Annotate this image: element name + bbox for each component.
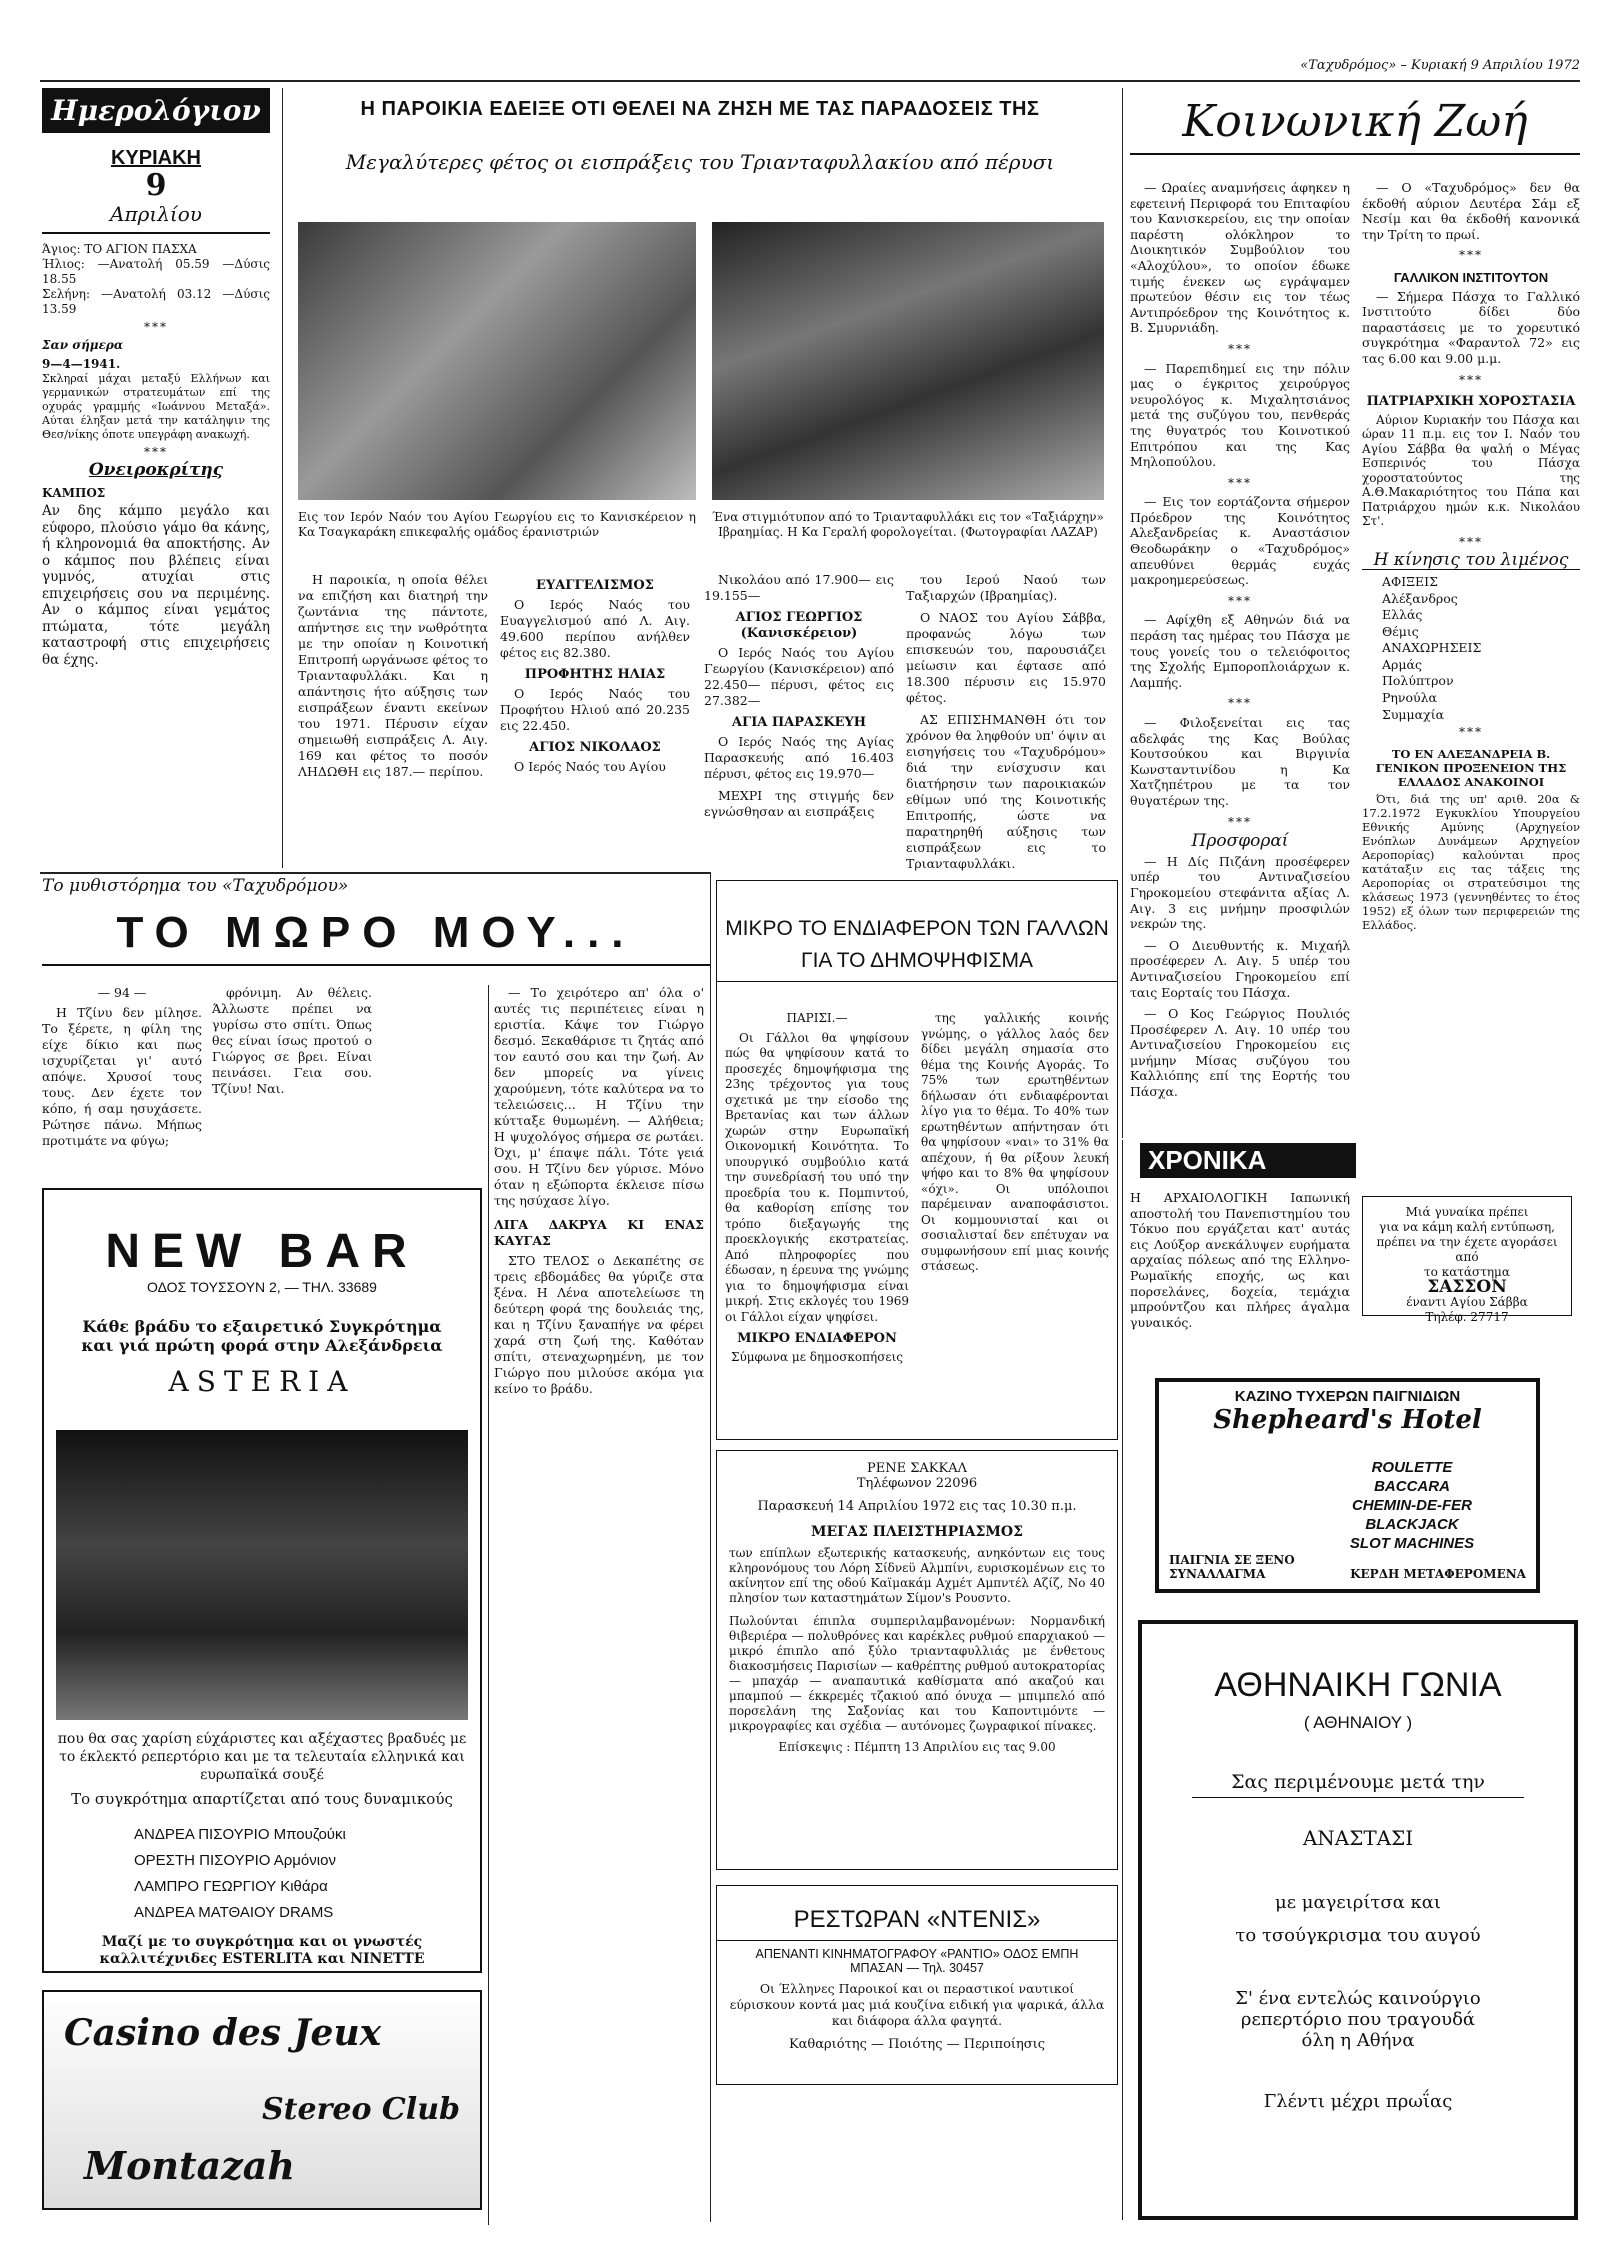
athenian-line: Σ' ένα εντελώς καινούργιο [1235, 1988, 1481, 2009]
newbar-text: που θα σας χαρίση εύχάριστες και αξέχαστες βραδυές με το έκλεκτό ρεπερτόριο και με τα τελευταία ελληνικά και ευρωπαϊκά σουξέ [57, 1731, 467, 1783]
athenian-line: το τσούγκρισμα του αυγού [1235, 1925, 1481, 1946]
sasson-line: το κατάστημα [1424, 1265, 1510, 1279]
gift-item: — Ο Κος Γεώργιος Πουλιός Προσέφερεν Λ. Αιγ. 10 υπέρ του Αντιναζισείου Γηροκομείου εις μνήμην Μίσας συζύγου του Καλλιόπης επί της Εορτής του Πάσχα. [1130, 1006, 1350, 1100]
stars-divider: *** [1459, 372, 1483, 387]
port-head: Η κίνησις του λιμένος [1362, 553, 1580, 570]
history-date: 9—4—1941. [42, 357, 121, 371]
band-photo [56, 1430, 468, 1720]
lead-col-3 [704, 572, 894, 826]
athenian-line: ρεπερτόριο που τραγουδά [1240, 2009, 1476, 2030]
french-headline: ΜΙΚΡΟ ΤΟ ΕΝΔΙΑΦΕΡΟΝ ΤΩΝ ΓΑΛΛΩΝ [725, 917, 1109, 940]
social-notice: — Ο «Ταχυδρόμος» δεν θα έκδοθή αύριον Δευτέρα Σάμ εξ Νεσίμ και θα έκδοθή κανονικά την Τρίτη το πρωί. [1362, 180, 1580, 242]
french-mini: Σύμφωνα με δημοσκοπήσεις [730, 1349, 904, 1364]
french-text: της γαλλικής κοινής γνώμης, ο γάλλος λαός δεν δίδει μεγάλη σημασία στο θέμα της Κοινής Αγοράς. Το 75% των ερωτηθέντων δήλωσαν ότι ενδιαφέρονται λίγο για το θέμα. Το 40% των ερωτηθέντων απήντησαν ότι θα ψηφίσουν «ναι» το 31% θα απέχουν, ή θα ρίξουν λευκή ψήφο και το 8% θα ψηφίσουν «όχι». Οι υπόλοιποι παρέμειναν αναποφάσιστοι. Οι κομμουνισταί και οι σοσιαλισταί δεν επέτυχαν να συμφωνήσουν επί μιας κοινής στάσεως. [921, 1011, 1109, 1273]
member: ΑΝΔΡΕΑ ΠΙΣΟΥΡΙΟ Μπουζούκι [134, 1826, 346, 1843]
ship: Ελλάς [1382, 607, 1423, 623]
dream-head: Ονειροκρίτης [88, 460, 224, 480]
auction-visit: Επίσκεψις : Πέμπτη 13 Απριλίου εις τας 9.00 [778, 1740, 1056, 1754]
church-head: ΑΓΙΑ ΠΑΡΑΣΚΕΥΗ [731, 715, 867, 730]
departures-label: ΑΝΑΧΩΡΗΣΕΙΣ [1382, 640, 1482, 656]
french-headline: ΓΙΑ ΤΟ ΔΗΜΟΨΗΦΙΣΜΑ [717, 949, 1117, 982]
casino-jeux-ad [42, 1990, 482, 2210]
lead-subhead: Μεγαλύτερες φέτος οι εισπράξεις του Τριανταφυλλακίου από πέρυσι [345, 150, 1055, 174]
dennis-ad [716, 1885, 1118, 2085]
stars-divider: *** [1228, 696, 1252, 711]
church-text: Ο Ιερός Ναός του Αγίου Γεωργίου (Κανισκέρειον) από 22.450— πέρυσι, φέτος εις 27.382— [704, 645, 894, 708]
athenian-line: με μαγειρίτσα και [1275, 1892, 1441, 1913]
almanac-title: Ημερολόγιον [42, 88, 270, 133]
church-text: Ο Ιερός Ναός του Προφήτου Ηλιού από 20.235 εις 22.450. [500, 686, 690, 733]
church-text: Ο Ιερός Ναός του Ευαγγελισμού από Λ. Αιγ. 49.600 περίπου ανήλθεν φέτος εις 82.380. [500, 597, 690, 660]
shepheards-game: BACCARA [1374, 1478, 1450, 1495]
athenian-title: ΑΘΗΝΑΙΚΗ ΓΩΝΙΑ [1214, 1666, 1502, 1704]
auction-name: ΡΕΝΕ ΣΑΚΚΑΛ [866, 1461, 967, 1476]
athenian-line: Γλέντι μέχρι πρωΐας [1263, 2091, 1453, 2112]
stars-divider: *** [1459, 534, 1483, 549]
almanac-line: Σελήνη: —Ανατολή 03.12 —Δύσις 13.59 [42, 287, 270, 316]
patriarch-text: Αύριον Κυριακήν του Πάσχα και ώραν 11 π.μ. εις τον Ι. Ναόν του Αγίου Σάββα θα ψαλή ο Μέγας Εσπερινός του Πάσχα χοροστατούντος της Α.Θ.Μακαριότητος του Πάπα και Πατριάρχου ημών κ.κ. Νικολάου Στ'. [1362, 412, 1580, 529]
novel-text: — Το χειρότερο απ' όλα ο' αυτές τις περιπέτειες είναι η εριστία. Κάψε τον Γιώργο δεσμό. Ξεκαθάρισε τι ζητάς από τον εαυτό σου και την ζωή. Αν δεν μπορείς να γίνεις χαρούμενη, τότε καλύτερα να το τελειώσεις... Η Τζίνυ την κύτταξε θυμωμένη. — Αλήθεια; Η ψυχολόγος σήμερα σε ρωτάει. Όχι, μ' έπαψε πάλι. Τότε γειά σου. Η Τζίνυ δεν γύρισε. Μόνο όταν η εξώπορτα έκλεισε πίσω της ησύχασε λίγο. [494, 985, 704, 1208]
photo-triantafyllaki [712, 222, 1104, 500]
novel-text: φρόνιμη. Αν θέλεις. Άλλωστε πρέπει να γυρίσω στο σπίτι. Όπως θες είναι ίσως προτού ο Γιώργος σε βρει. Είναι πεινάσει. Γεια σου. Τζίνυ! Ναι. [212, 985, 372, 1096]
church-head: ΕΥΑΓΓΕΛΙΣΜΟΣ [536, 578, 654, 593]
chronika-title: ΧΡΟΝΙΚΑ [1140, 1143, 1356, 1178]
shepheards-game: CHEMIN-DE-FER [1352, 1497, 1472, 1514]
novel-col-2 [212, 985, 372, 1103]
sasson-addr: έναντι Αγίου Σάββα [1406, 1295, 1528, 1309]
novel-text: ΣΤΟ ΤΕΛΟΣ ο Δεκαπέτης σε τρεις εβδομάδες θα γύριζε στα ξένα. Η Λένα αποτελείωσε τη δεύτερη φορά της δουλειάς της, και η Τζίνυ ξαναπήγε να φέρει χαρά στη ζωή της. Καθόταν σπίτι, στεναχωρημένη, με τον Γιώργο που μιλούσε ακόμα για κείνο το βράδυ. [494, 1253, 704, 1396]
history-head: Σαν σήμερα [42, 338, 124, 352]
almanac-line: Άγιος: ΤΟ ΑΓΙΟΝ ΠΑΣΧΑ [42, 242, 197, 256]
almanac-date-num: 9 [145, 168, 167, 203]
member: ΛΑΜΠΡΟ ΓΕΩΡΓΙΟΥ Κιθάρα [134, 1878, 328, 1895]
stars-divider: *** [144, 320, 168, 334]
church-text: Νικολάου από 17.900— εις 19.155— [704, 572, 894, 603]
column-rule [1122, 88, 1123, 1138]
institute-head: ΓΑΛΛΙΚΟΝ ΙΝΣΤΙΤΟΥΤΟΝ [1393, 269, 1549, 285]
almanac-month: Απριλίου [42, 202, 270, 234]
shepheards-right: ΚΕΡΔΗ ΜΕΤΑΦΕΡΟΜΕΝΑ [1350, 1567, 1526, 1581]
member: ΟΡΕΣΤΗ ΠΙΣΟΥΡΙΟ Αρμόνιον [134, 1852, 336, 1869]
shepheards-name: Shepheard's Hotel [1213, 1405, 1482, 1435]
novel-col-1 [42, 985, 202, 1155]
stars-divider: *** [1459, 725, 1483, 740]
arrivals-label: ΑΦΙΞΕΙΣ [1382, 573, 1438, 589]
auction-date: Παρασκευή 14 Απριλίου 1972 εις τας 10.30 π.μ. [757, 1499, 1077, 1514]
gift-item: — Η Δίς Πιζάνη προσέφερεν υπέρ του Αντιναζισείου Γηροκομείου στεφάνιτα αξίας Λ. Αιγ. 3 εις μνήμην προσφιλών νεκρών της. [1130, 853, 1350, 932]
auction-desc: των επίπλων εξωτερικής κατασκευής, ανηκόντων εις τους κληρονόμους του Λόρη Σίδνεϋ Αλμπίνι, ευρισκομένων εις το ακίνητον επί της οδού Καϊμακάμ Αχμέτ Αμπντέλ Αζίζ, No 40 πλησίον των καταστημάτων Σίμον's Ρουσντο. [729, 1546, 1105, 1605]
church-text: ΜΕΧΡΙ της στιγμής δεν εγνώσθησαν αι εισπράξεις [704, 788, 894, 819]
casino-jeux-place: Montazah [84, 2143, 296, 2188]
history-text: Σκληραί μάχαι μεταξύ Ελλήνων και γερμανικών στρατευμάτων επί της οχυράς γραμμής «Ιωάννου Μεταξά». Αύται έληξαν μετά την κατάληψιν της Θεσ/νίκης όποτε υπεγράφη ανακωχή. [42, 372, 270, 441]
ship: Συμμαχία [1382, 706, 1445, 722]
column-rule [710, 872, 711, 2222]
newbar-band: ASTERIA [168, 1365, 356, 1398]
sasson-line: για να κάμη καλή εντύπωση, [1379, 1220, 1555, 1234]
social-item: — Εις τον εορτάζοντα σήμερον Πρόεδρον της Κοινότητος Αλεξανδρείας κ. Αναστάσιον Θεοδωράκην ο «Ταχυδρόμος» απευθύνει θερμάς ευχάς μακροημερεύσεως. [1130, 494, 1350, 588]
ship: Θέμις [1382, 623, 1419, 639]
consulate-text: Ότι, διά της υπ' αριθ. 20α & 17.2.1972 Εγκυκλίου Υπουργείου Εθνικής Αμύνης (Αρχηγείον Ενόπλων Δυνάμεων Αρχηγείον Αεροπορίας) καλούνται προς κατάταξιν εις τας τάξεις της Αεροπορίας οι στρατεύσιμοι της κλάσεως 1973 (γεννηθέντες το έτος 1952) εξ όλων των περιφερειών της Ελλάδος. [1362, 791, 1580, 932]
stars-divider: *** [1228, 475, 1252, 490]
ship: Αρμάς [1382, 656, 1422, 672]
church-head: ΠΡΟΦΗΤΗΣ ΗΛΙΑΣ [524, 667, 666, 682]
ship: Αλέξανδρος [1382, 590, 1458, 606]
lead-paragraph: Ο ΝΑΟΣ του Αγίου Σάββα, προφανώς λόγω των επισκευών του, παρουσιάζει μείωσιν και έφτασε από 18.300 πέρυσιν εις 15.970 φέτος. [906, 610, 1106, 705]
lead-paragraph: Η παροικία, η οποία θέλει να επιζήση και διατηρή την ζωντάνια της πάντοτε, απήντησε εις την νωθρότητα με την οποίαν η Κοινοτική Επιτροπή ωργάνωσε φέτος το Τριανταφυλλάκι. Και η απάντησις ήτο αύξησις των εισπράξεων έναντι εκείνων του 1971. Πέρυσιν είχαν σημειωθή εισπράξεις Λ. Αιγ. 169 και φέτος το ποσόν ΛΗΔΩΘΗ εις 187.— περίπου. [298, 572, 488, 779]
lead-paragraph: ΑΣ ΕΠΙΣΗΜΑΝΘΗ ότι τον χρόνον θα ληφθούν υπ' όψιν αι εισηγήσεις του «Ταχυδρόμου» διά την ενίσχυσιν και διατήρησιν των παροικιακών εθίμων υπό της Κοινοτικής Επιτροπής, ώστε να παρατηρηθή αύξησις των εισπράξεων εις το Τριανταφυλλάκι. [906, 712, 1106, 871]
church-text: Ο Ιερός Ναός της Αγίας Παρασκευής από 16.403 πέρυσι, φέτος εις 19.970— [704, 734, 894, 781]
newbar-footer: Μαζί με το συγκρότημα και οι γνωστές καλλιτέχνιδες ESTERLITA και ΝΙΝΕΤΤΕ [99, 1934, 425, 1967]
athenian-line: όλη η Αθήνα [1301, 2030, 1415, 2051]
auction-title: ΜΕΓΑΣ ΠΛΕΙΣΤΗΡΙΑΣΜΟΣ [810, 1524, 1024, 1540]
caption-triantafyllaki: Ένα στιγμιότυπον από το Τριανταφυλλάκι εις τον «Ταξιάρχην» Ιβραημίας. Η Κα Γεραλή φορολογείται. (Φωτογραφίαι ΛΑΖΑΡ) [712, 510, 1104, 539]
athenian-corner-ad [1138, 1620, 1578, 2220]
section-rule [40, 872, 710, 874]
newbar-members-head: Το συγκρότημα απαρτίζεται από τους δυναμικούς [71, 1790, 453, 1808]
sasson-name: ΣΑΣΣΟΝ [1427, 1277, 1507, 1297]
auction-phone: Τηλέφωνον 22096 [856, 1476, 978, 1491]
social-title: Κοινωνική Ζωή [1130, 96, 1580, 155]
caption-church: Εις τον Ιερόν Ναόν του Αγίου Γεωργίου εις το Κανισκέρειον η Κα Τσαγκαράκη επικεφαλής ομάδος έρανιστριών [298, 510, 696, 539]
social-col-2 [1362, 180, 1580, 938]
church-head: ΑΓΙΟΣ ΓΕΩΡΓΙΟΣ (Κανισκέρειον) [735, 610, 863, 641]
auction-ad [716, 1450, 1118, 1870]
casino-jeux-sub: Stereo Club [261, 2092, 460, 2127]
lead-headline: Η ΠΑΡΟΙΚΙΑ ΕΔΕΙΞΕ ΟΤΙ ΘΕΛΕΙ ΝΑ ΖΗΣΗ ΜΕ ΤΑΣ ΠΑΡΑΔΟΣΕΙΣ ΤΗΣ [360, 98, 1040, 120]
stars-divider: *** [1459, 248, 1483, 263]
gifts-head: Προσφοραί [1191, 831, 1289, 852]
new-bar-ad [42, 1188, 482, 1973]
athenian-line: Σας περιμένουμε μετά την [1192, 1771, 1524, 1798]
dream-text: Αν δης κάμπο μεγάλο και εύφορο, πλούσιο γάμο θα κάνης, ή κληρονομιά θα αποκτήσης. Αν ο κάμπος που βλέπεις είναι γυμνός, ατυχίαι στις επιχειρήσεις σου να περιμένης. Αν ο κάμπος είναι γεμάτος πτώματα, τότε μεγάλη καταστροφή στις επιχειρήσεις θα έχης. [42, 503, 270, 668]
ship: Πολύπτρον [1382, 673, 1454, 689]
institute-text: — Σήμερα Πάσχα το Γαλλικό Ινστιτούτο δίδει δύο παραστάσεις με το χορευτικό συγκρότημα «Φαραντολ 72» εις τας 6.00 και 9.00 μ.μ. [1362, 288, 1580, 366]
newbar-title: NEW BAR [105, 1225, 419, 1278]
newbar-line: και γιά πρώτη φορά στην Αλεξάνδρεια [81, 1336, 443, 1355]
newbar-line: Κάθε βράδυ το εξαιρετικό Συγκρότημα [82, 1317, 442, 1336]
french-text: Οι Γάλλοι θα ψηφίσουν πώς θα ψηφίσουν κατά το προσεχές δημοψήφισμα της 23ης τρέχοντος για τους σχετικά με την είσοδο της Βρετανίας και των άλλων χωρών στην Ευρωπαϊκή Οικονομική Κοινότητα. Το υπουργικό συμβούλιο κατά την συνεδρίασή του υπό την προεδρία του κ. Πομπιντού, θα καθορίση επίσης τον τρόπο διεξαγωγής της προεκλογικής εκστρατείας. Από πληροφορίες που έδωσαν, η έρευνα της γνώμης για το δημοψήφισμα είναι μικρή. Στις εκλογές του 1969 οι Γάλλοι είχαν ψηφίσει. [725, 1030, 909, 1324]
column-rule [282, 88, 283, 868]
sasson-tel: Τηλέφ. 27717 [1425, 1310, 1509, 1324]
dennis-text: Οι Έλληνες Παροικοί και οι περαστικοί ναυτικοί εύρισκουν κοντά μας μιά κουζίνα ειδική για ψαρικά, άλλα και διάφορα άλλα φαγητά. [729, 1981, 1105, 2028]
social-item: — Αφίχθη εξ Αθηνών διά να περάση τας ημέρας του Πάσχα με τους γονείς του ο τελειόφοιτος της Σχολής Εμποροπλοιάρχων κ. Λαμπής. [1130, 612, 1350, 690]
shepheards-ad [1155, 1378, 1540, 1593]
novel-number: — 94 — [97, 985, 147, 1000]
almanac-line: Ήλιος: —Ανατολή 05.59 —Δύσις 18.55 [42, 257, 270, 286]
almanac [42, 88, 270, 668]
dennis-title: ΡΕΣΤΩΡΑΝ «ΝΤΕΝΙΣ» [717, 1906, 1117, 1941]
patriarch-head: ΠΑΤΡΙΑΡΧΙΚΗ ΧΟΡΟΣΤΑΣΙΑ [1366, 394, 1576, 410]
header-rule [40, 80, 1580, 82]
novel-title: ΤΟ ΜΩΡΟ ΜΟΥ... [42, 908, 710, 966]
auction-body: Πωλούνται έπιπλα συμπεριλαμβανομένων: Νορμανδική θιβεριέρα — πολυθρόνες και καρέκλες ρυθμού επαρχιακού — μικρό έπιπλο από ξύλο τριανταφυλλιάς με ένθετους διακοσμήσεις Παρισίων — καθρέπτης ρυθμού αυτοκρατορίας — μπαχάρ — αναπαυτικά καθίσματα από ακαζού και μπαμπού — έκκρεμές τζακιού από όνυχα — μπιμπελό από πορσελάνη της Σαξονίας και του Καποντιμόντε — μικρογραφίες και σχέδια — αυτόνομες ζωγραφικοί πίνακες. [729, 1614, 1105, 1733]
member: ΑΝΔΡΕΑ ΜΑΤΘΑΙΟΥ DRAMS [134, 1904, 334, 1921]
lead-col-2 [500, 572, 690, 781]
running-header: «Ταχυδρόμος» – Κυριακή 9 Απριλίου 1972 [1300, 58, 1580, 73]
shepheards-game: SLOT MACHINES [1349, 1535, 1475, 1552]
french-article [716, 880, 1118, 1440]
novel-label: Το μυθιστόρημα του «Ταχυδρόμου» [42, 876, 349, 896]
lead-col-1 [298, 572, 488, 786]
novel-col-3 [494, 985, 704, 1403]
chronika-text: Η ΑΡΧΑΙΟΛΟΓΙΚΗ Ιαπωνική αποστολή του Πανεπιστημίου του Τόκυο που εργάζεται κατ' αυτάς εις Λούξορ ανεκάλυψεν ευρήματα αρχαίας πόλεως από της Ελληνο-Ρωμαϊκής εποχής, ως και πορσελάνες, δοχεία, τεμάχια μπρούντζου και πλήρες άγαλμα γυναικός. [1130, 1190, 1350, 1330]
stars-divider: *** [1228, 593, 1252, 608]
dream-word: ΚΑΜΠΟΣ [42, 486, 106, 500]
shepheards-top: ΚΑΖΙΝΟ ΤΥΧΕΡΩΝ ΠΑΙΓΝΙΔΙΩΝ [1234, 1388, 1461, 1405]
athenian-sub: ( ΑΘΗΝΑΙΟΥ ) [1303, 1713, 1413, 1732]
social-item: — Παρεπιδημεί εις την πόλιν μας ο έγκριτος χειρούργος νευρολόγος κ. Μιχαλητσιάνος μετά της συζύγου του, πενθεράς της θυγατρός του Κοινοτικού Επιτρόπου και της Κας Μηλοπούλου. [1130, 360, 1350, 470]
ship: Ρηνούλα [1382, 690, 1437, 706]
athenian-line: ΑΝΑΣΤΑΣΙ [1302, 1826, 1414, 1850]
french-dateline: ΠΑΡΙΣΙ.— [786, 1011, 848, 1025]
casino-jeux-title: Casino des Jeux [64, 2012, 382, 2054]
french-mini-head: ΜΙΚΡΟ ΕΝΔΙΑΦΕΡΟΝ [737, 1331, 897, 1346]
church-head: ΑΓΙΟΣ ΝΙΚΟΛΑΟΣ [529, 740, 661, 755]
photo-church [298, 222, 696, 500]
novel-chapter-head: ΛΙΓΑ ΔΑΚΡΥΑ ΚΙ ΕΝΑΣ ΚΑΥΓΑΣ [494, 1217, 704, 1248]
stars-divider: *** [1228, 814, 1252, 829]
almanac-day: ΚΥΡΙΑΚΗ [110, 147, 201, 169]
social-col-1 [1130, 180, 1350, 1106]
stars-divider: *** [144, 445, 168, 459]
church-text: Ο Ιερός Ναός του Αγίου [514, 759, 666, 774]
stars-divider: *** [1228, 341, 1252, 356]
gift-item: — Ο Διευθυντής κ. Μιχαήλ προσέφερεν Λ. Αιγ. 5 υπέρ του Αντιναζισείου Γηροκομείου επί ταις Εορταίς του Πάσχα. [1130, 937, 1350, 1000]
consulate-head: ΤΟ ΕΝ ΑΛΕΞΑΝΔΡΕΙΑ Β. ΓΕΝΙΚΟΝ ΠΡΟΞΕΝΕΙΟΝ ΤΗΣ ΕΛΛΑΔΟΣ ΑΝΑΚΟΙΝΟΙ [1375, 746, 1567, 789]
shepheards-game: ROULETTE [1371, 1459, 1453, 1476]
dennis-footer: Καθαριότης — Ποιότης — Περιποίησις [788, 2037, 1046, 2052]
newbar-address: ΟΔΟΣ ΤΟΥΣΣΟΥΝ 2, — ΤΗΛ. 33689 [147, 1279, 377, 1295]
social-item: — Ωραίες αναμνήσεις άφηκεν η εφετεινή Περιφορά του Επιταφίου του Κανισκερείου, εις την οποίαν παρέστη ολόκληρον το Διοικητικόν Συμβούλιον του «Αλοχύλου», το οποίον έδωκε τιμής ένεκεν ως εγράψαμεν πρωτεύον θέσιν εις τον τέως Αντιπρόεδρον της Κοινότητος κ. Β. Σμυρνιάδη. [1130, 180, 1350, 336]
novel-text: Η Τζίνυ δεν μίλησε. Το ξέρετε, η φίλη της είχε δίκιο και πως ισχυρίζεται γι' αυτό απόψε. Χρυσοί τους τους. Δεν έχετε τον κόπο, ή σαμ ησυχάσετε. Ρώτησε πάνω. Μήπως προτιμάτε να φύγω; [42, 1005, 202, 1148]
sasson-line: Μιά γυναίκα πρέπει [1405, 1205, 1529, 1219]
column-rule [488, 985, 489, 2225]
dennis-address: ΑΠΕΝΑΝΤΙ ΚΙΝΗΜΑΤΟΓΡΑΦΟΥ «ΡΑΝΤΙΟ» ΟΔΟΣ ΕΜΠΗ ΜΠΑΣΑΝ — Τηλ. 30457 [755, 1947, 1079, 1975]
shepheards-game: BLACKJACK [1365, 1516, 1459, 1533]
social-item: — Φιλοξενείται εις τας αδελφάς της Κας Βούλας Κουτσούκου και Βιργινία Κωνσταντινίδου η Κα Χατζηπέτρου με τα τον θυγατέρων της. [1130, 715, 1350, 808]
sasson-line: πρέπει να την έχετε αγοράσει από [1376, 1235, 1558, 1264]
sasson-ad [1362, 1196, 1572, 1324]
column-rule [1122, 1140, 1123, 2220]
lead-col-4 [906, 572, 1106, 878]
shepheards-left: ΠΑΙΓΝΙΑ ΣΕ ΞΕΝΟ ΣΥΝΑΛΛΑΓΜΑ [1169, 1553, 1295, 1581]
lead-paragraph: του Ιερού Ναού των Ταξιαρχών (Ιβραημίας). [906, 572, 1106, 603]
